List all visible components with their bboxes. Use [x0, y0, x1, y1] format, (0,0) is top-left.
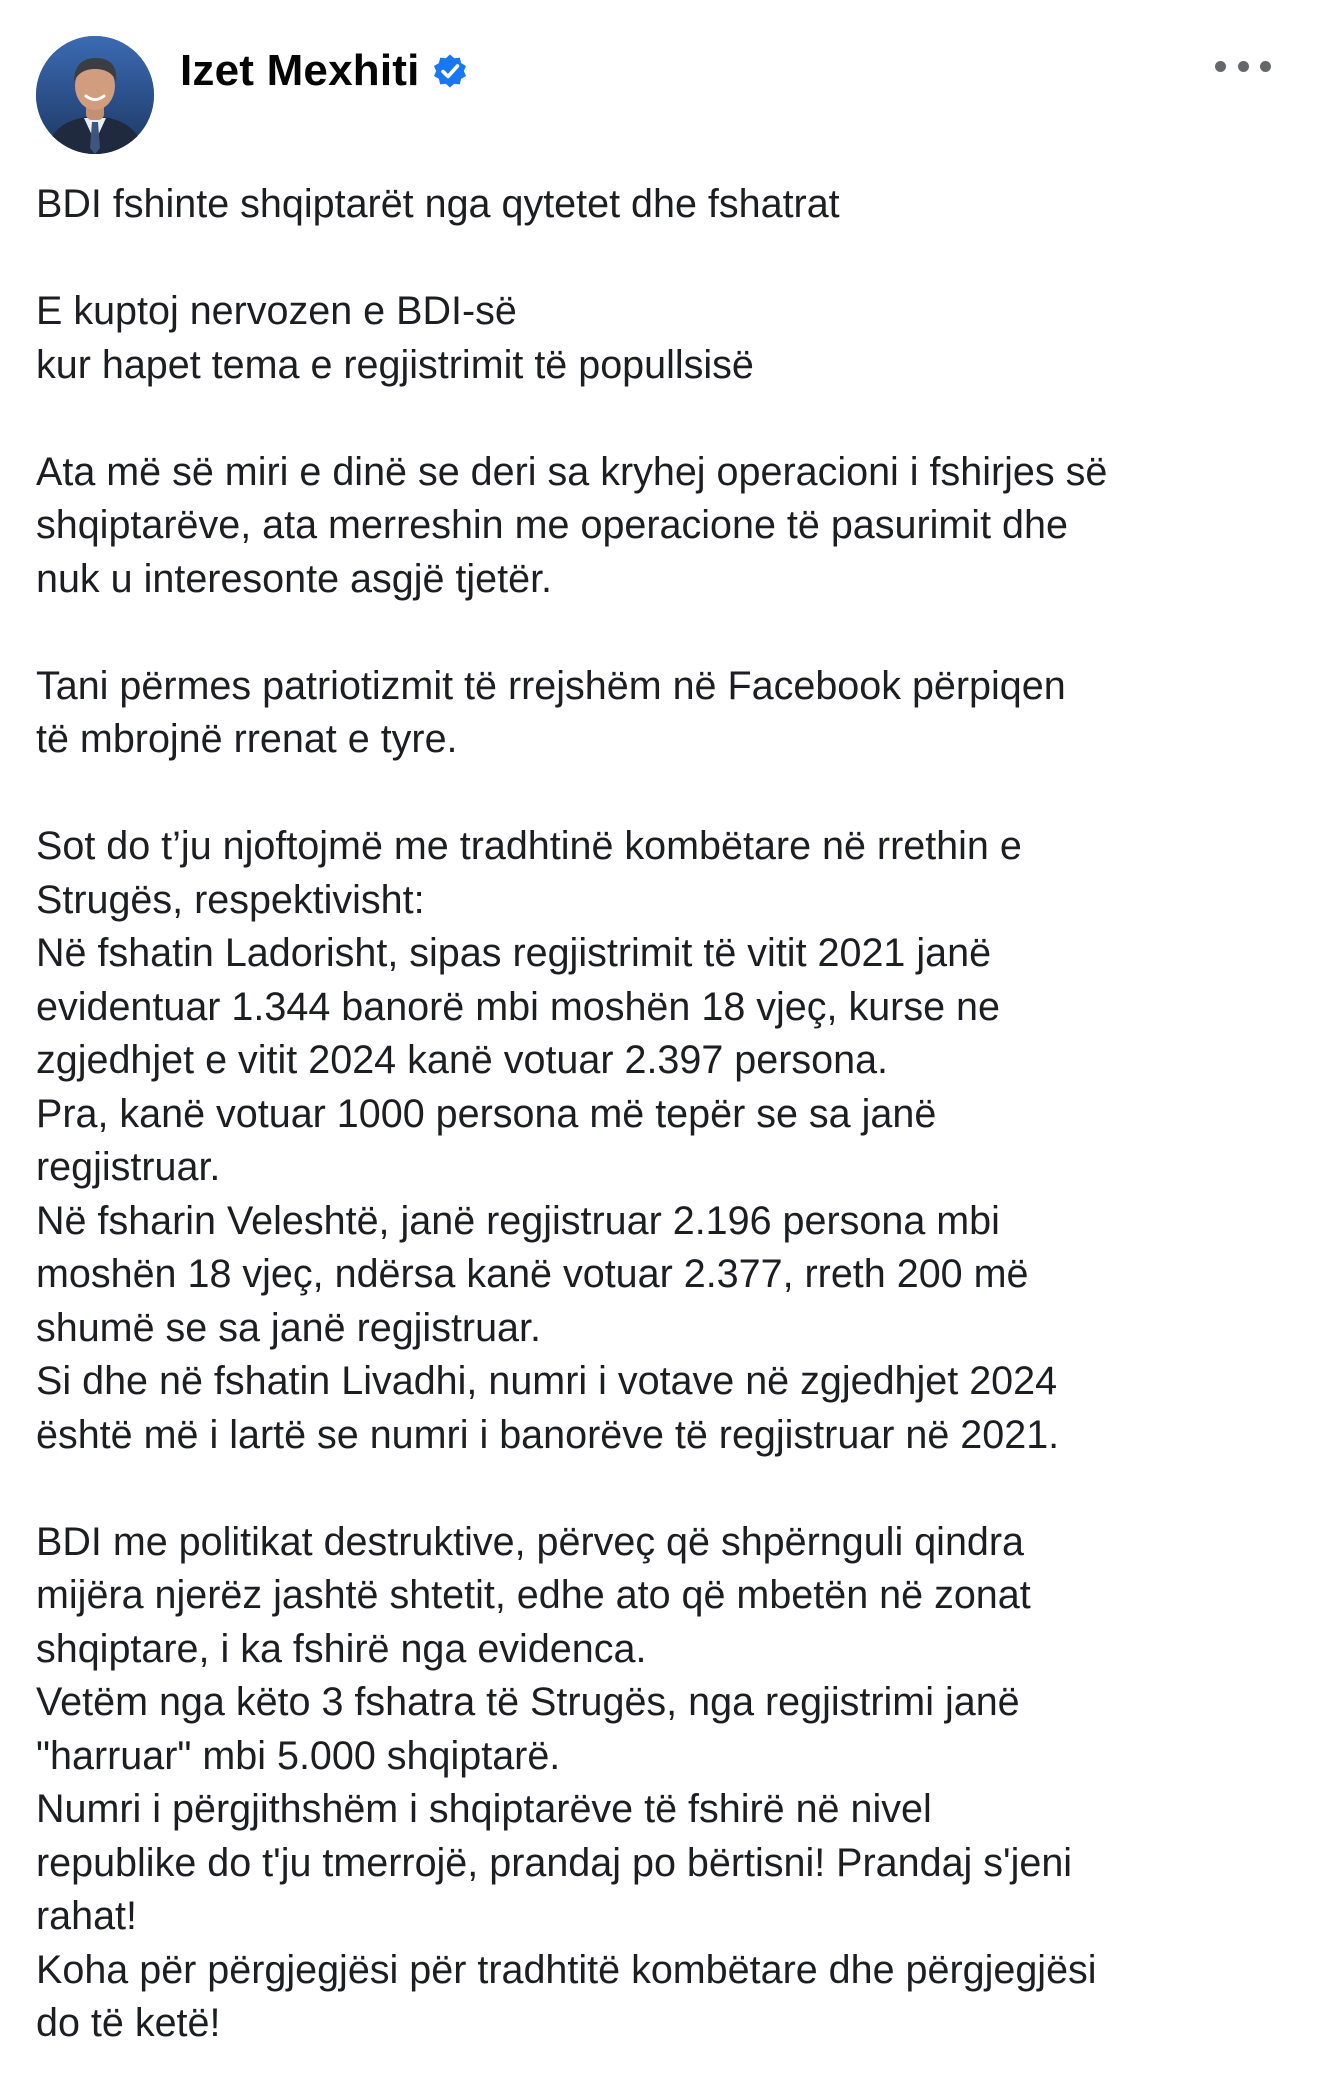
- post-text-line: do të ketë!: [36, 2001, 221, 2045]
- post-text-line: Koha për përgjegjësi për tradhtitë kombëtare dhe përgjegjësi: [36, 1947, 1097, 1992]
- post-header: [0, 0, 1319, 170]
- more-options-icon: [1215, 61, 1226, 72]
- post-text-line: zgjedhjet e vitit 2024 kanë votuar 2.397 persona.: [36, 1038, 889, 1082]
- post-text-line: të mbrojnë rrenat e tyre.: [36, 717, 458, 761]
- post-text-line: kur hapet tema e regjistrimit të popullsisë: [36, 342, 754, 387]
- post-text-line: Tani përmes patriotizmit të rrejshëm në Facebook përpiqen: [36, 663, 1066, 708]
- post-text-line: është më i lartë se numri i banorëve të regjistruar në 2021.: [36, 1412, 1060, 1457]
- post-text-line: Pra, kanë votuar 1000 persona më tepër se sa janë: [36, 1091, 937, 1136]
- verified-badge-icon: [432, 53, 468, 89]
- post-text-line: moshën 18 vjeç, ndërsa kanë votuar 2.377, rreth 200 më: [36, 1252, 1029, 1296]
- post-text-line: shumë se sa janë regjistruar.: [36, 1305, 541, 1350]
- post-text-line: E kuptoj nervozen e BDI-së: [36, 289, 517, 333]
- post-text-line: Sot do t’ju njoftojmë me tradhtinë kombëtare në rrethin e: [36, 824, 1022, 868]
- post-text: [36, 178, 1286, 2051]
- post-text-line: republike do t'ju tmerrojë, prandaj po bërtisni! Prandaj s'jeni: [36, 1840, 1073, 1885]
- post-text-line: evidentuar 1.344 banorë mbi moshën 18 vjeç, kurse ne: [36, 984, 1000, 1029]
- post-text-line: "harruar" mbi 5.000 shqiptarë.: [36, 1733, 561, 1778]
- post-text-line: Numri i përgjithshëm i shqiptarëve të fshirë në nivel: [36, 1787, 932, 1831]
- post-text-line: BDI fshinte shqiptarët nga qytetet dhe fshatrat: [36, 182, 840, 226]
- post-text-line: nuk u interesonte asgjë tjetër.: [36, 556, 553, 601]
- author-name[interactable]: Izet Mexhiti: [180, 46, 420, 95]
- post-text-line: shqiptare, i ka fshirë nga evidenca.: [36, 1626, 647, 1671]
- paragraph-gap: [36, 1462, 1286, 1516]
- post-text-line: Në fsharin Veleshtë, janë regjistruar 2.196 persona mbi: [36, 1198, 1000, 1243]
- post-text-line: Strugës, respektivisht:: [36, 877, 425, 922]
- paragraph-gap: [36, 232, 1286, 286]
- more-options-icon-dot: [1238, 61, 1249, 72]
- paragraph-gap: [36, 392, 1286, 446]
- post-text-line: regjistruar.: [36, 1145, 221, 1189]
- author-avatar[interactable]: [36, 36, 154, 154]
- more-options-icon-dot: [1260, 61, 1271, 72]
- post-text-line: BDI me politikat destruktive, përveç që shpërnguli qindra: [36, 1519, 1025, 1564]
- paragraph-gap: [36, 767, 1286, 821]
- paragraph-gap: [36, 606, 1286, 660]
- post-text-line: Në fshatin Ladorisht, sipas regjistrimit të vitit 2021 janë: [36, 931, 992, 975]
- post-text-line: mijëra njerëz jashtë shtetit, edhe ato që mbetën në zonat: [36, 1573, 1031, 1617]
- post-text-line: Si dhe në fshatin Livadhi, numri i votave në zgjedhjet 2024: [36, 1359, 1058, 1403]
- post-text-line: rahat!: [36, 1894, 138, 1938]
- post-text-line: Ata më së miri e dinë se deri sa kryhej operacioni i fshirjes së: [36, 449, 1108, 494]
- post-text-line: Vetëm nga këto 3 fshatra të Strugës, nga regjistrimi janë: [36, 1680, 1020, 1724]
- more-options-button[interactable]: [1215, 48, 1271, 84]
- post-text-line: shqiptarëve, ata merreshin me operacione të pasurimit dhe: [36, 503, 1068, 547]
- avatar-photo: [36, 36, 154, 154]
- author-row: [180, 44, 468, 98]
